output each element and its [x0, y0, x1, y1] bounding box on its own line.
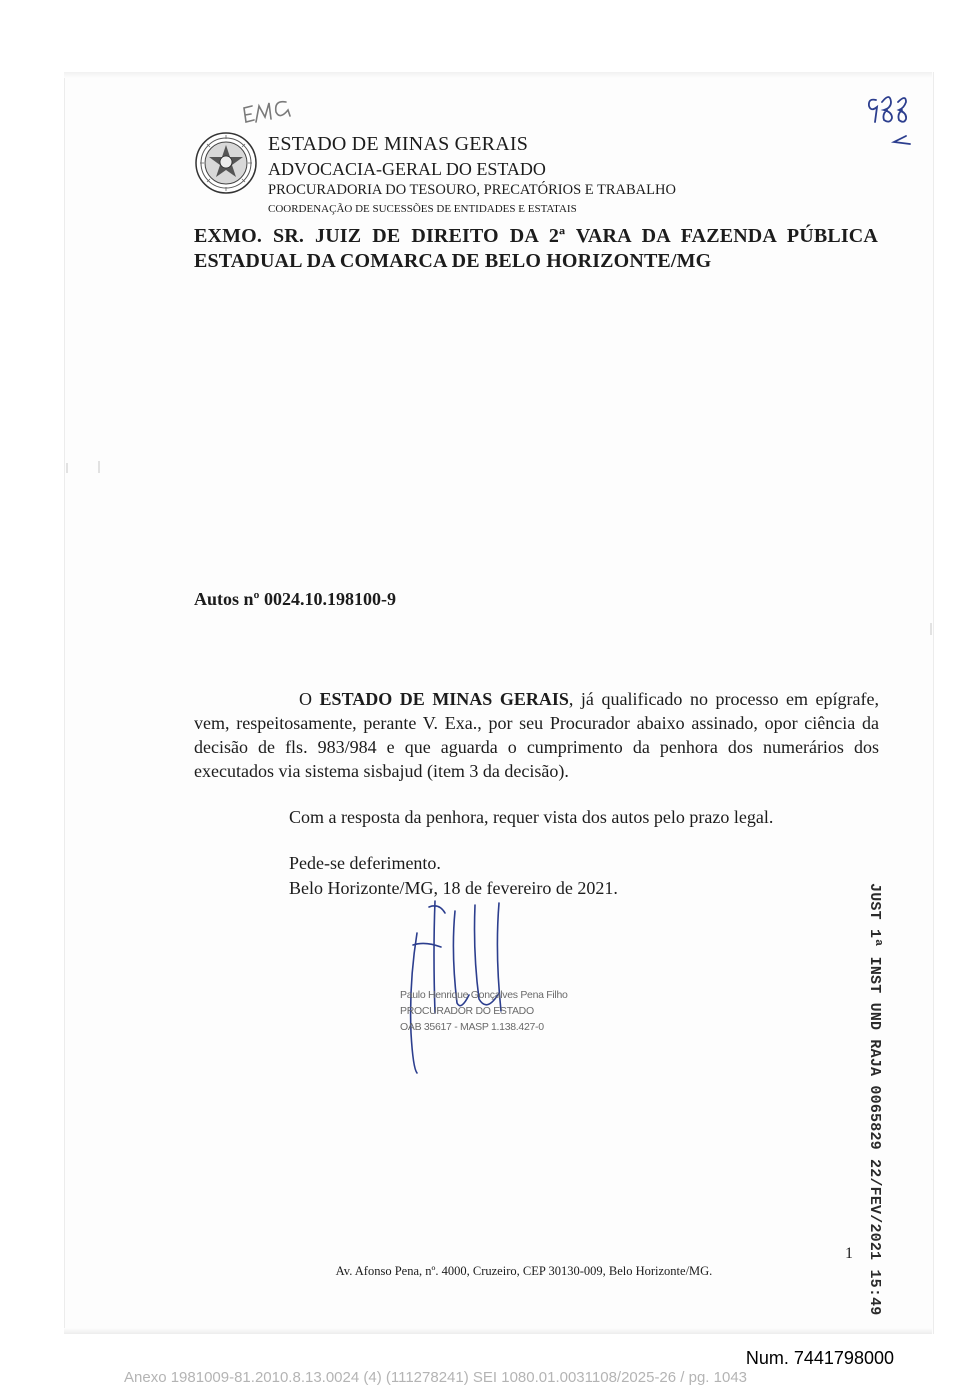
handwritten-page-number — [862, 88, 922, 152]
request-paragraph: Com a resposta da penhora, requer vista dos autos pelo prazo legal. — [289, 807, 774, 827]
handwritten-initials — [238, 92, 318, 136]
place-date: Belo Horizonte/MG, 18 de fevereiro de 2021. — [289, 878, 618, 898]
letterhead-coordination: COORDENAÇÃO DE SUCESSÕES DE ENTIDADES E ESTATAIS — [268, 203, 577, 215]
stamp-title: PROCURADOR DO ESTADO — [400, 1005, 534, 1017]
minas-gerais-seal — [194, 131, 258, 195]
stamp-name: Paulo Henrique Gonçalves Pena Filho — [400, 989, 568, 1001]
letterhead-state: ESTADO DE MINAS GERAIS — [268, 133, 529, 155]
scan-speck — [66, 463, 68, 473]
letterhead-department: PROCURADORIA DO TESOURO, PRECATÓRIOS E TRABALHO — [268, 182, 676, 198]
scan-edge-top — [64, 72, 932, 78]
annex-reference: Anexo 1981009-81.2010.8.13.0024 (4) (111278241) SEI 1080.01.0031108/2025-26 / pg. 1043 — [124, 1369, 748, 1386]
scan-edge-bottom — [64, 1328, 932, 1334]
stamp-ids: OAB 35617 - MASP 1.138.427-0 — [400, 1021, 544, 1033]
page-number: 1 — [845, 1245, 853, 1262]
footer-address: Av. Afonso Pena, nº. 4000, Cruzeiro, CEP 30130-009, Belo Horizonte/MG. — [335, 1264, 713, 1278]
signature-stamp — [400, 987, 568, 1035]
body-paragraph — [194, 687, 879, 783]
letterhead-agency: ADVOCACIA-GERAL DO ESTADO — [268, 159, 546, 179]
case-number: Autos nº 0024.10.198100-9 — [194, 589, 396, 609]
party-name: ESTADO DE MINAS GERAIS — [319, 689, 569, 709]
paragraph-text: , já qualificado no processo em epígrafe, vem, respeitosamente, perante V. Exa., por seu Procurador abaixo assinado, opor ciência da decisão de fls. 983/984 e que aguarda o cumprimento da penhora dos numerários dos executados via sistema sisbajud (item 3 da decisão). — [194, 689, 880, 781]
scan-speck — [930, 623, 932, 635]
scan-speck — [98, 461, 100, 473]
party-prefix: O — [299, 689, 312, 709]
handwritten-signature — [395, 893, 565, 1078]
addressee-heading: EXMO. SR. JUIZ DE DIREITO DA 2ª VARA DA FAZENDA PÚBLICA ESTADUAL DA COMARCA DE BELO HORIZONTE/MG — [194, 225, 878, 272]
protocol-stamp — [863, 883, 883, 1316]
protocol-stamp-text: JUST 1ª INST UND RAJA 0065829 22/FEV/2021 15:49 — [866, 883, 883, 1316]
document-number: Num. 7441798000 — [745, 1348, 894, 1368]
closing-request: Pede-se deferimento. — [289, 853, 441, 873]
